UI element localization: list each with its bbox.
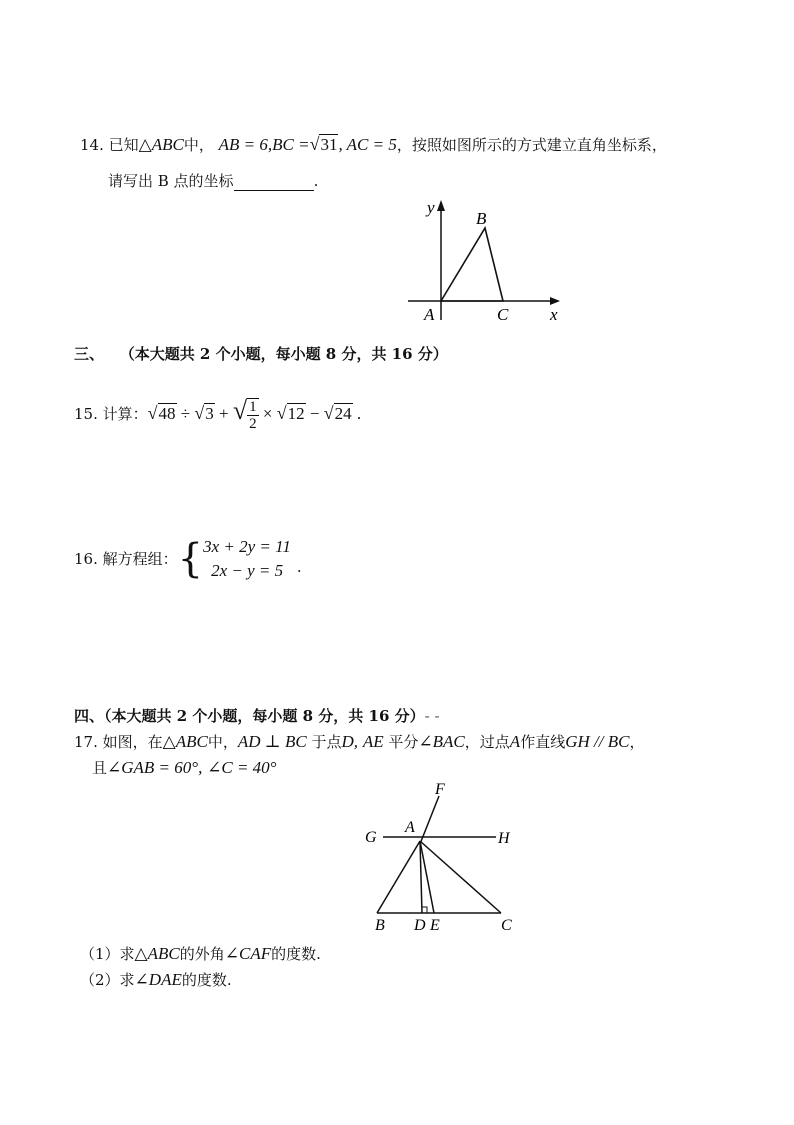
q14-line1: 14. 已知△ABC中， AB = 6,BC =√31, AC = 5，按照如图所示的方式建立直角坐标系， (80, 134, 667, 154)
label-b: B (375, 917, 385, 934)
q17-triangle-figure (355, 778, 530, 938)
triangle-abc (441, 228, 503, 301)
q16-line: 16. 解方程组： { 3x + 2y = 11 2x − y = 5 . (74, 536, 302, 582)
q14-line2: 请写出 B 点的坐标 . (108, 172, 319, 190)
answer-blank[interactable] (234, 176, 314, 191)
q16-number: 16. (74, 550, 98, 568)
section3-heading: 三、 （本大题共 2 个小题，每小题 8 分，共 16 分） (74, 345, 448, 363)
label-e: E (430, 917, 440, 934)
q15-line: 15. 计算：√48 ÷ √3 + √ $\frac{1}{2}$ × √12 − √24 . (74, 396, 362, 433)
section4-heading: 四、（本大题共 2 个小题，每小题 8 分，共 16 分）- - (74, 707, 440, 725)
label-a: A (424, 305, 435, 324)
equation-2: 2x − y = 5 (211, 561, 284, 580)
q17-line2: 且∠GAB = 60°, ∠C = 40° (92, 758, 277, 777)
y-axis-arrow (437, 200, 445, 211)
label-y: y (427, 198, 435, 217)
system-brace: { (177, 536, 204, 582)
q17-number: 17. (74, 733, 98, 751)
label-h: H (498, 830, 510, 847)
segment-ab (377, 841, 420, 913)
label-f: F (435, 781, 445, 798)
q14-number: 14. (80, 136, 104, 154)
q14-coordinate-figure (400, 195, 580, 330)
label-g: G (365, 829, 377, 846)
label-b: B (476, 209, 487, 228)
q17-line1: 17. 如图，在△ABC中，AD ⊥ BC 于点D, AE 平分∠BAC，过点A作直线GH // BC， (74, 732, 645, 751)
q17-sub1: （1）求△ABC的外角∠CAF的度数. (80, 944, 321, 963)
right-angle-mark (422, 907, 427, 913)
label-c: C (501, 917, 512, 934)
q15-number: 15. (74, 405, 98, 423)
label-d: D (414, 917, 426, 934)
q17-sub2: （2）求∠DAE的度数. (80, 970, 232, 989)
equation-1: 3x + 2y = 11 (203, 537, 291, 556)
label-c: C (497, 305, 509, 324)
label-x: x (550, 305, 558, 324)
x-axis-arrow (550, 297, 560, 305)
label-a: A (405, 819, 415, 836)
